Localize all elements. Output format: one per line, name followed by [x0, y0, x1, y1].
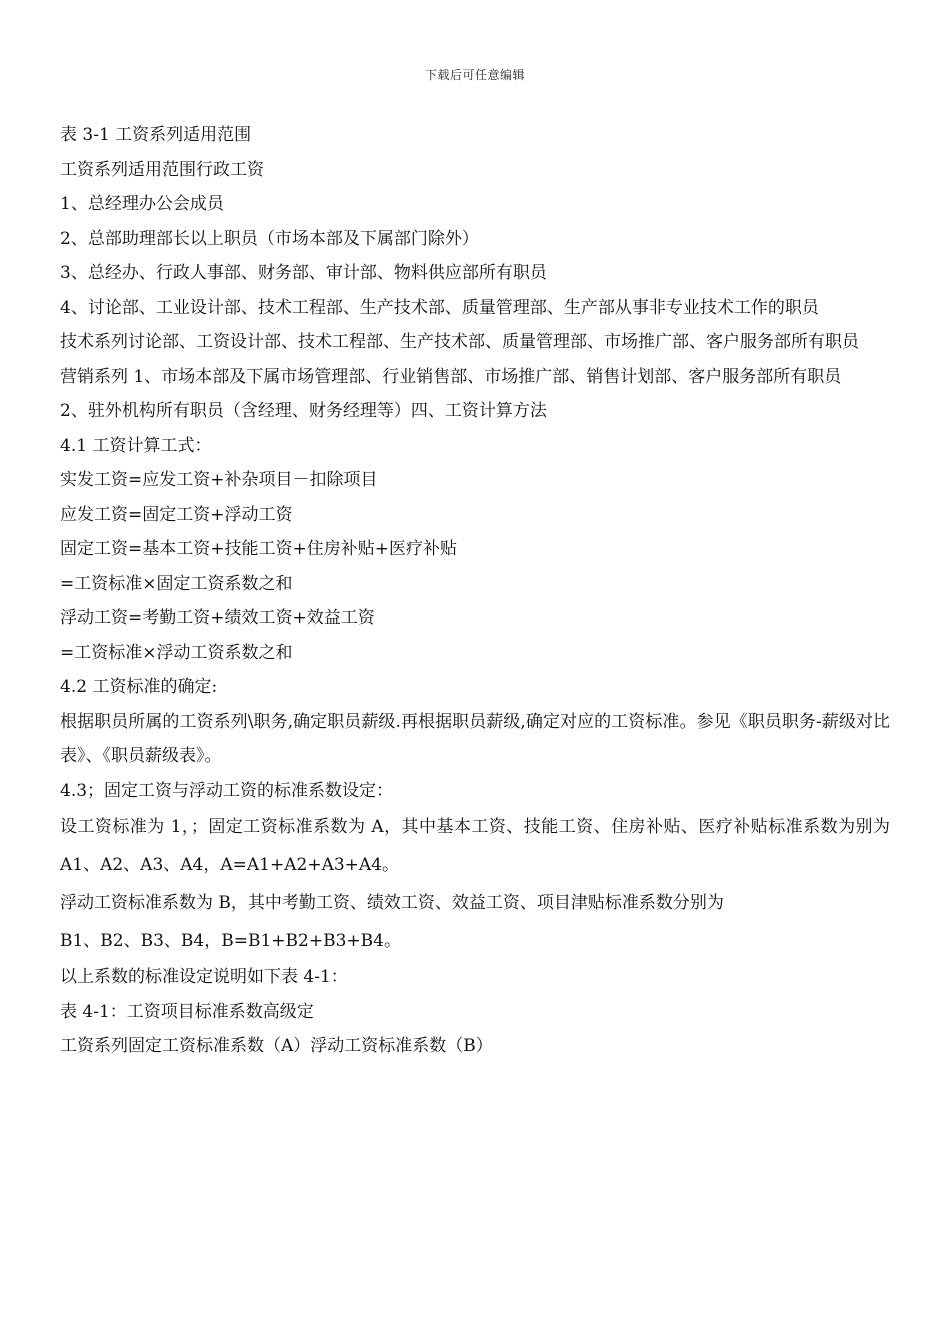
paragraph-line: B1、B2、B3、B4，B=B1+B2+B3+B4。 — [60, 931, 401, 951]
paragraph-line: 浮动工资标准系数为 B，其中考勤工资、绩效工资、效益工资、项目津贴标准系数分别为 — [60, 893, 724, 913]
paragraph-line: 根据职员所属的工资系列\职务,确定职员薪级.再根据职员薪级,确定对应的工资标准。参见《职员职务-薪级对比表》、《职员薪级表》。 — [60, 711, 890, 766]
section-heading: 4.1 工资计算工式： — [60, 435, 212, 456]
list-item: 2、驻外机构所有职员（含经理、财务经理等）四、工资计算方法 — [60, 401, 547, 421]
formula-line: =工资标准×浮动工资系数之和 — [60, 642, 293, 663]
page-header-note: 下载后可任意编辑 — [424, 68, 525, 82]
list-item: 1、总经理办公会成员 — [60, 194, 224, 214]
list-item: 2、总部助理部长以上职员（市场本部及下属部门除外） — [60, 228, 479, 249]
table-caption-4-1: 表 4-1：工资项目标准系数高级定 — [60, 1001, 314, 1022]
paragraph-line: 以上系数的标准设定说明如下表 4-1： — [60, 967, 348, 987]
formula-line: 浮动工资=考勤工资+绩效工资+效益工资 — [60, 608, 375, 628]
paragraph-line: 技术系列讨论部、工资设计部、技术工程部、生产技术部、质量管理部、市场推广部、客户服务部所有职员 — [60, 332, 859, 352]
section-heading: 4.2 工资标准的确定: — [60, 677, 218, 697]
table-caption-3-1: 表 3-1 工资系列适用范围 — [60, 125, 252, 145]
paragraph-line: 设工资标准为 1，；固定工资标准系数为 A，其中基本工资、技能工资、住房补贴、医疗补贴标准系数为别为 A1、A2、A3、A4，A=A1+A2+A3+A4。 — [60, 817, 890, 875]
list-item: 3、总经办、行政人事部、财务部、审计部、物料供应部所有职员 — [60, 263, 547, 283]
formula-line: 实发工资=应发工资+补杂项目－扣除项目 — [60, 470, 378, 490]
paragraph-line: 营销系列 1、市场本部及下属市场管理部、行业销售部、市场推广部、销售计划部、客户服务部所有职员 — [60, 366, 842, 387]
formula-line: 应发工资=固定工资+浮动工资 — [60, 504, 293, 525]
table-header-line: 工资系列固定工资标准系数（A）浮动工资标准系数（B） — [60, 1036, 493, 1056]
list-item: 4、讨论部、工业设计部、技术工程部、生产技术部、质量管理部、生产部从事非专业技术工作的职员 — [60, 297, 819, 318]
document-body — [60, 118, 890, 1064]
section-heading: 4.3；固定工资与浮动工资的标准系数设定： — [60, 780, 394, 801]
paragraph-line: 工资系列适用范围行政工资 — [60, 159, 264, 180]
formula-line: 固定工资=基本工资+技能工资+住房补贴+医疗补贴 — [60, 539, 457, 559]
formula-line: =工资标准×固定工资系数之和 — [60, 573, 293, 594]
